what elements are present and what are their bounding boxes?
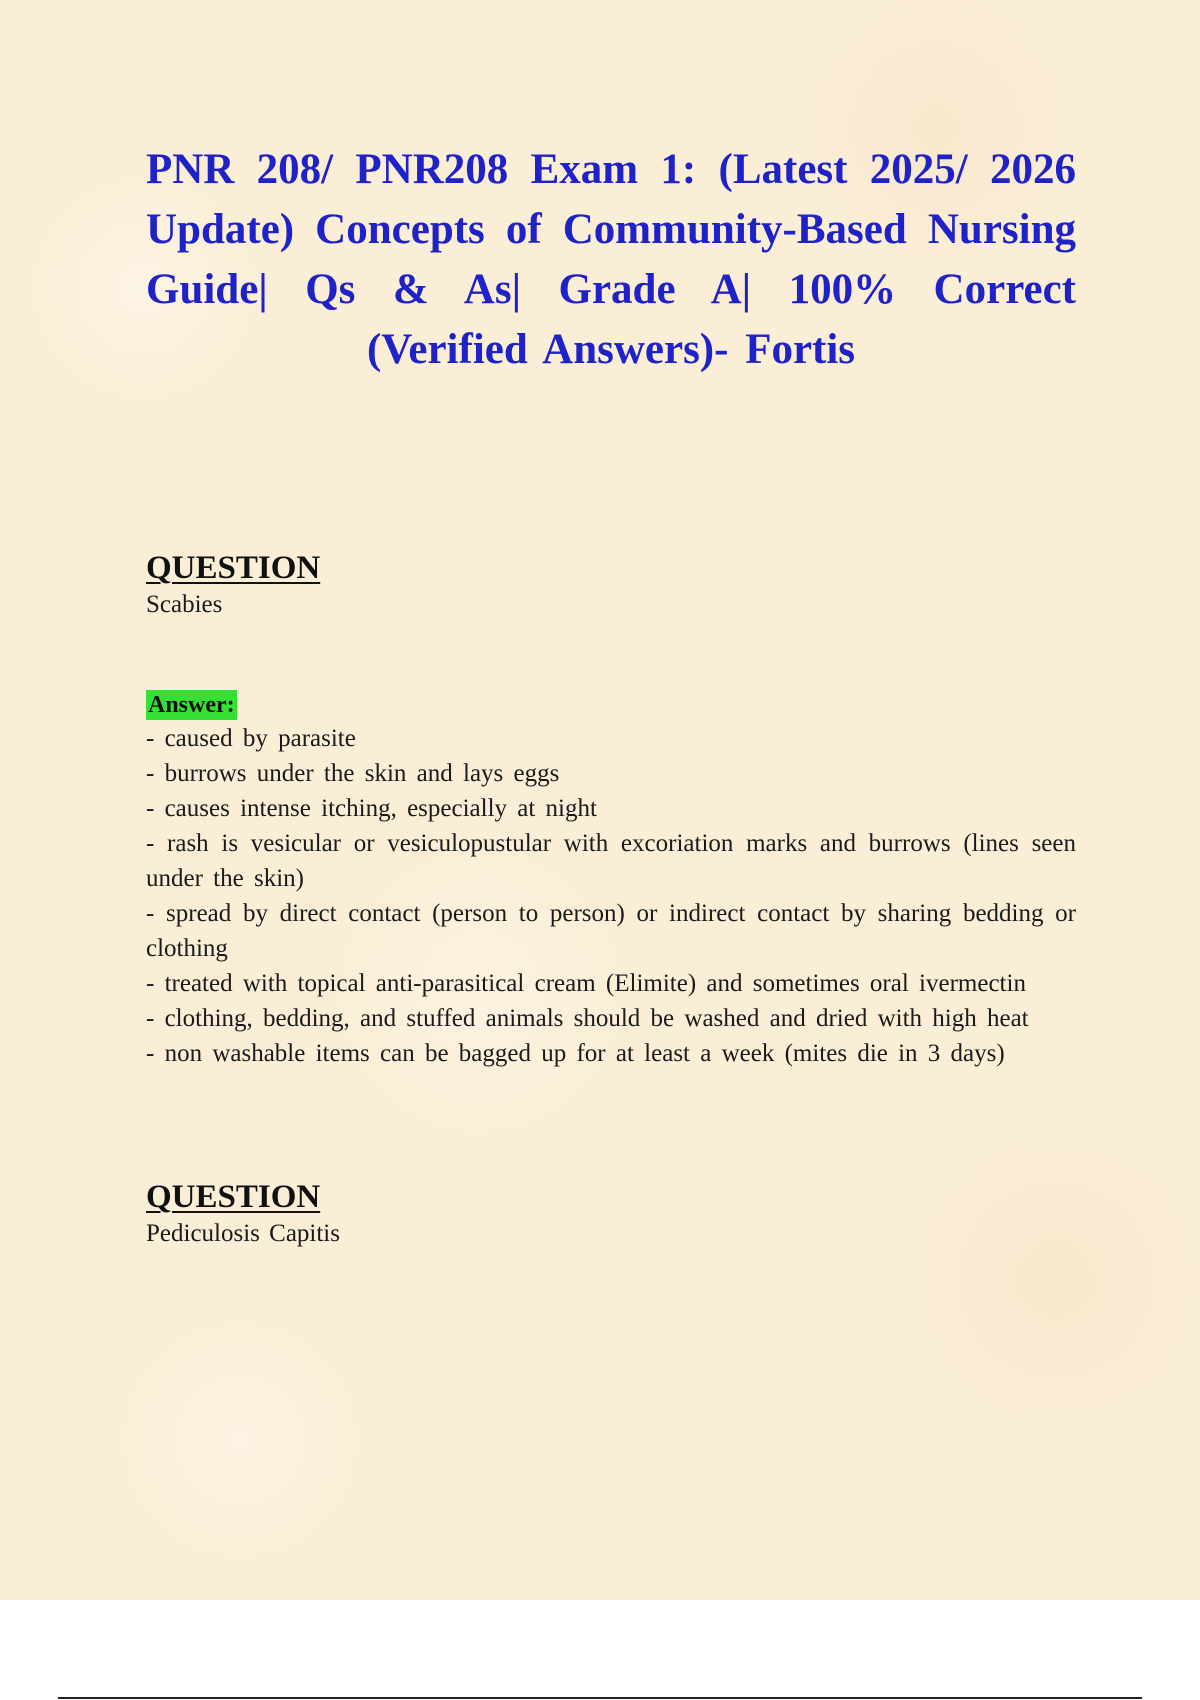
answer-line: - caused by parasite xyxy=(146,725,356,752)
answer-line: - causes intense itching, especially at night xyxy=(146,795,597,822)
question-block-1 xyxy=(146,548,1076,1071)
qa-content xyxy=(146,548,1076,1251)
footer-divider xyxy=(58,1697,1142,1699)
answer-line: - clothing, bedding, and stuffed animals should be washed and dried with high heat xyxy=(146,1005,1029,1032)
question-heading: QUESTION xyxy=(146,550,321,586)
answer-label: Answer: xyxy=(148,692,235,718)
question-heading: QUESTION xyxy=(146,1179,321,1215)
answer-line: - burrows under the skin and lays eggs xyxy=(146,760,560,787)
document-title: PNR 208/ PNR208 Exam 1: (Latest 2025/ 2026 Update) Concepts of Community-Based Nursing Guide| Qs & As| Grade A| 100% Correct (Verified Answers)- Fortis xyxy=(146,146,1076,373)
answer-line: - rash is vesicular or vesiculopustular with excoriation marks and burrows (lines seen under the skin) xyxy=(146,830,1076,892)
question-text: Pediculosis Capitis xyxy=(146,1220,340,1247)
answer-line: - treated with topical anti-parasitical cream (Elimite) and sometimes oral ivermectin xyxy=(146,970,1026,997)
question-text: Scabies xyxy=(146,591,223,618)
answer-line: - spread by direct contact (person to person) or indirect contact by sharing bedding or clothing xyxy=(146,900,1076,962)
answer-list xyxy=(146,721,1076,1071)
question-block-2 xyxy=(146,1177,1076,1251)
answer-line: - non washable items can be bagged up for at least a week (mites die in 3 days) xyxy=(146,1040,1005,1067)
